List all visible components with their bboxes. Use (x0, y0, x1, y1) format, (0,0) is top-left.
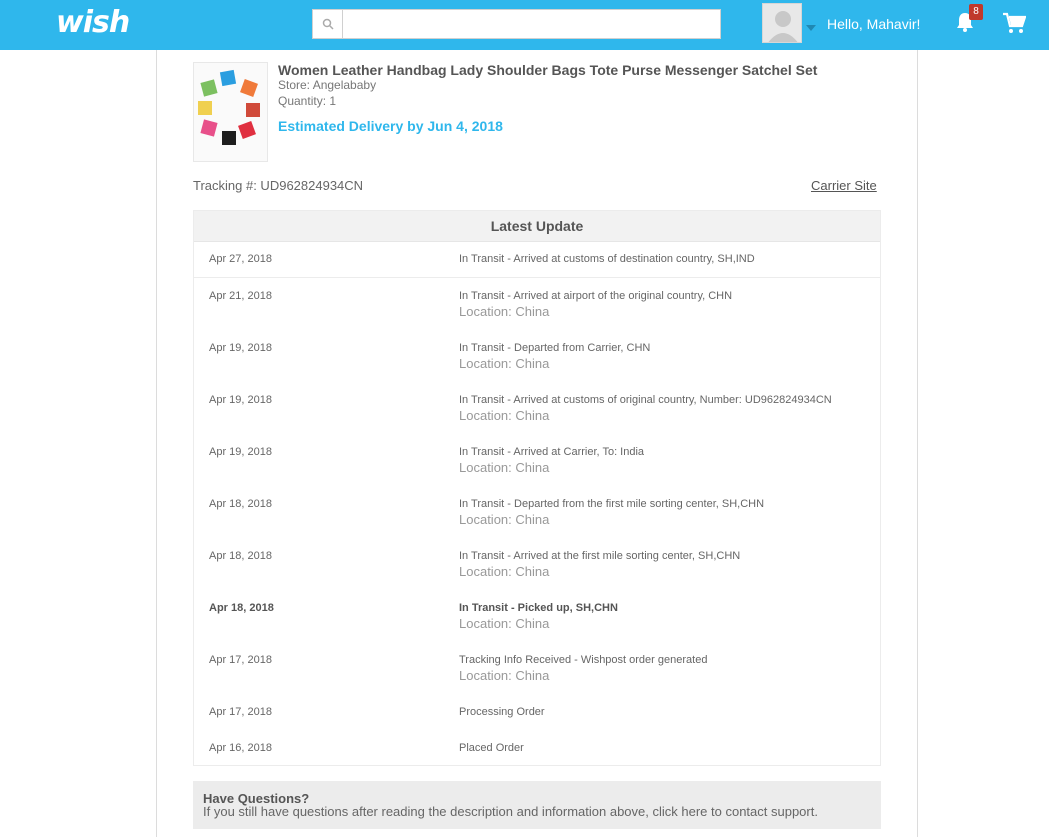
top-navbar (0, 0, 1049, 50)
search-input[interactable] (343, 10, 720, 38)
update-status: In Transit - Arrived at customs of original country, Number: UD962824934CN (459, 394, 832, 406)
update-date: Apr 27, 2018 (209, 253, 272, 265)
update-status: In Transit - Arrived at airport of the original country, CHN (459, 290, 733, 302)
table-row (194, 342, 880, 394)
tracking-updates-table (193, 210, 881, 766)
update-location: Location: China (459, 460, 550, 475)
product-title[interactable]: Women Leather Handbag Lady Shoulder Bags Tote Purse Messenger Satchel Set (278, 62, 818, 78)
update-status: Placed Order (459, 742, 524, 754)
search-bar (312, 9, 721, 39)
update-status: In Transit - Arrived at customs of destination country, SH,IND (459, 253, 755, 265)
table-row (194, 446, 880, 498)
chevron-down-icon[interactable] (806, 19, 816, 37)
update-date: Apr 19, 2018 (209, 342, 272, 354)
quantity: Quantity: 1 (278, 94, 337, 108)
update-location: Location: China (459, 304, 550, 319)
update-date: Apr 17, 2018 (209, 654, 272, 666)
update-location: Location: China (459, 616, 550, 631)
update-status: In Transit - Departed from the first mile sorting center, SH,CHN (459, 498, 765, 510)
update-location: Location: China (459, 564, 550, 579)
updates-heading: Latest Update (194, 211, 880, 242)
carrier-site-link[interactable]: Carrier Site (811, 178, 877, 193)
user-greeting[interactable]: Hello, Mahavir! (827, 16, 921, 32)
update-date: Apr 21, 2018 (209, 290, 272, 302)
tracking-number: Tracking #: UD962824934CN (193, 178, 364, 193)
update-status: In Transit - Arrived at Carrier, To: India (459, 446, 645, 458)
contact-support-box[interactable] (193, 781, 881, 829)
update-date: Apr 18, 2018 (209, 550, 272, 562)
table-row (194, 550, 880, 602)
store-name: Store: Angelababy (278, 78, 377, 92)
contact-support-link[interactable]: If you still have questions after reading the description and information above, click here to contact support. (203, 804, 818, 819)
table-row (194, 742, 880, 762)
update-location: Location: China (459, 668, 550, 683)
update-status: In Transit - Departed from Carrier, CHN (459, 342, 651, 354)
update-location: Location: China (459, 408, 550, 423)
table-row (194, 498, 880, 550)
table-row (194, 602, 880, 654)
estimated-delivery: Estimated Delivery by Jun 4, 2018 (278, 118, 503, 134)
table-row (194, 253, 880, 278)
update-date: Apr 19, 2018 (209, 446, 272, 458)
avatar[interactable] (762, 3, 802, 43)
wish-logo[interactable]: wish (56, 5, 130, 40)
table-row (194, 654, 880, 706)
product-image[interactable] (193, 62, 268, 162)
update-status: Tracking Info Received - Wishpost order generated (459, 654, 708, 666)
update-date: Apr 18, 2018 (209, 498, 272, 510)
questions-title: Have Questions? (203, 791, 310, 806)
update-date: Apr 16, 2018 (209, 742, 272, 754)
update-status: In Transit - Picked up, SH,CHN (459, 602, 618, 614)
update-status: Processing Order (459, 706, 545, 718)
table-row (194, 394, 880, 446)
update-location: Location: China (459, 512, 550, 527)
notification-badge: 8 (969, 4, 983, 20)
table-row (194, 290, 880, 342)
update-date: Apr 19, 2018 (209, 394, 272, 406)
update-date: Apr 17, 2018 (209, 706, 272, 718)
update-location: Location: China (459, 356, 550, 371)
update-date: Apr 18, 2018 (209, 602, 274, 614)
search-icon[interactable] (313, 10, 343, 38)
update-status: In Transit - Arrived at the first mile sorting center, SH,CHN (459, 550, 741, 562)
cart-icon[interactable] (1002, 12, 1026, 39)
table-row (194, 706, 880, 742)
